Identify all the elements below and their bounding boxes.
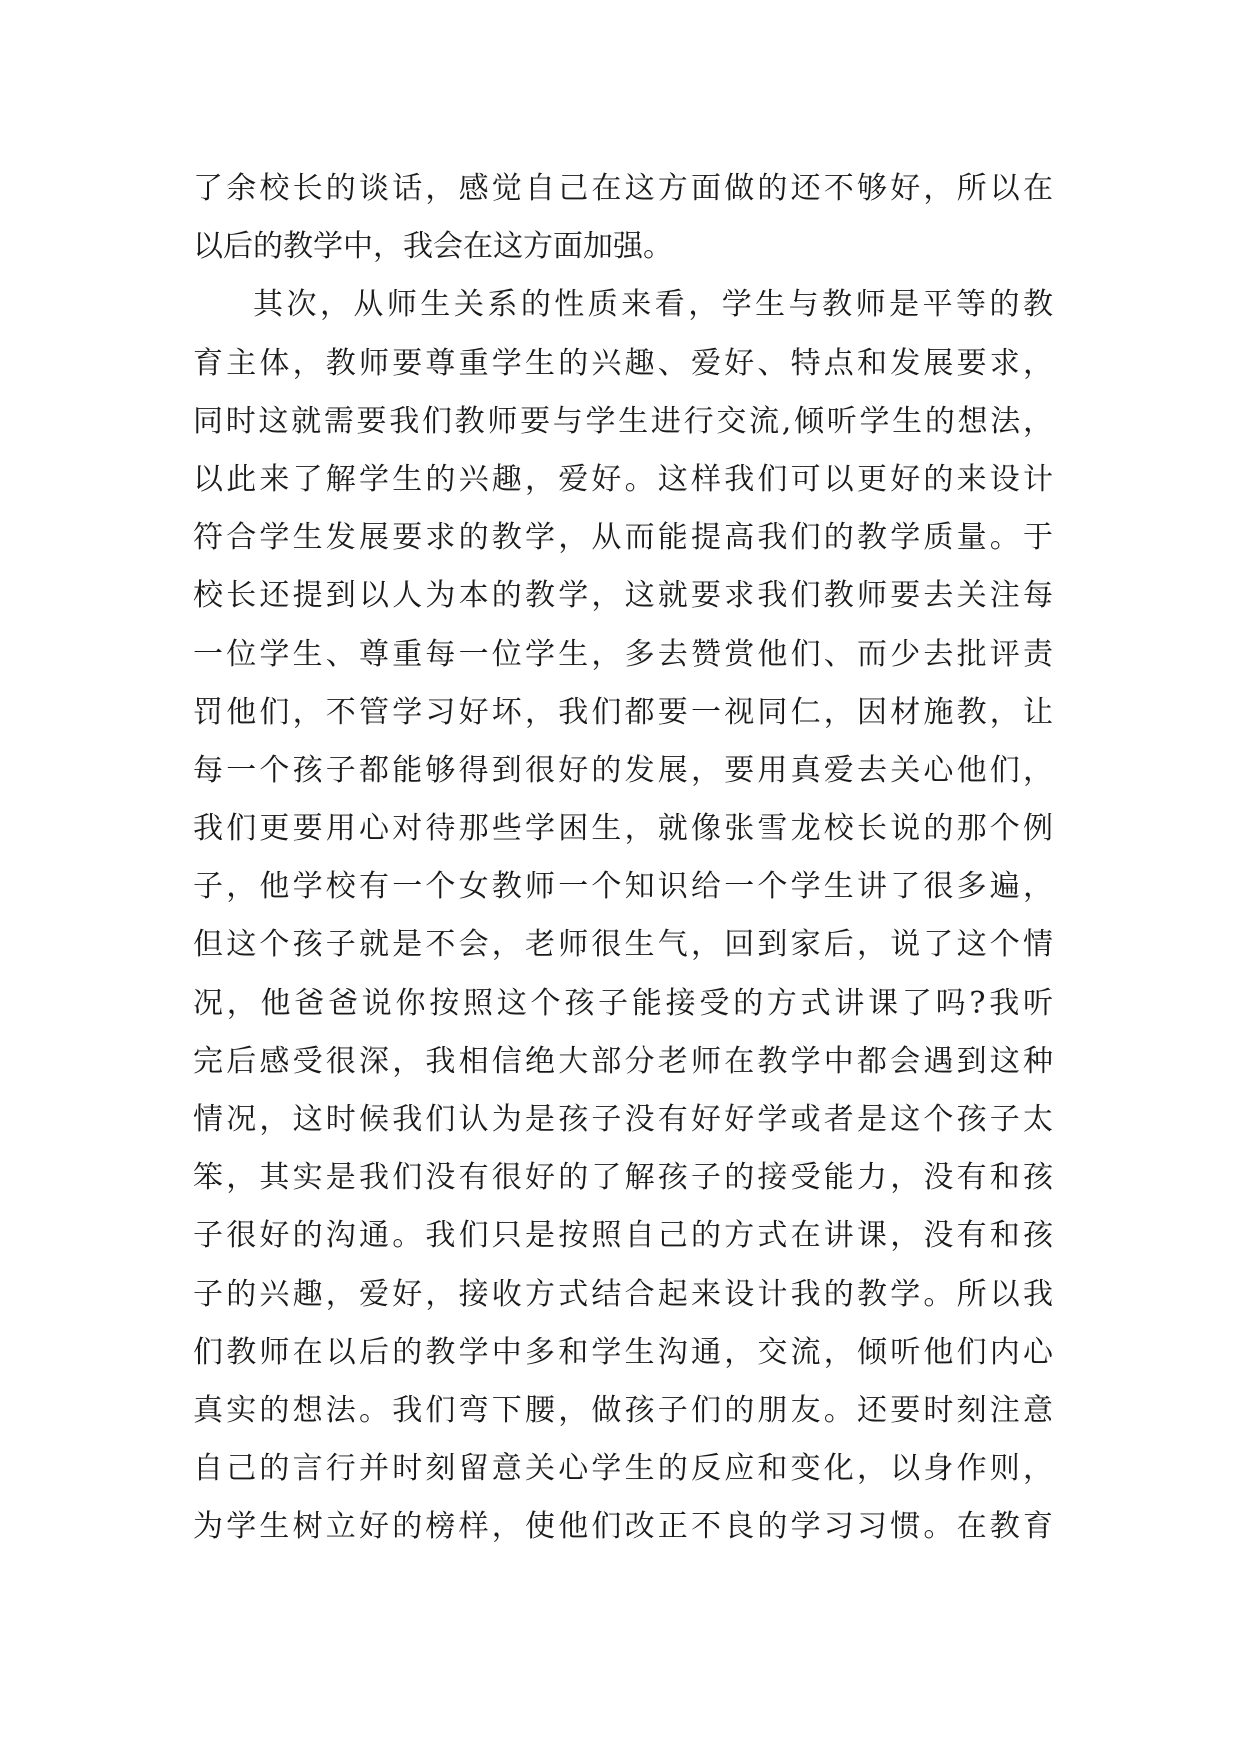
text-line: 自己的言行并时刻留意关心学生的反应和变化，以身作则，: [193, 1451, 1053, 1487]
text-line: 子的兴趣，爱好，接收方式结合起来设计我的教学。所以我: [193, 1276, 1053, 1312]
text-line: 一位学生、尊重每一位学生，多去赞赏他们、而少去批评责: [193, 636, 1053, 672]
text-line: 完后感受很深，我相信绝大部分老师在教学中都会遇到这种: [193, 1043, 1053, 1079]
text-line: 我们更要用心对待那些学困生，就像张雪龙校长说的那个例: [193, 811, 1053, 847]
text-line: 了余校长的谈话，感觉自己在这方面做的还不够好，所以在: [193, 171, 1053, 206]
text-line: 校长还提到以人为本的教学，这就要求我们教师要去关注每: [193, 578, 1053, 614]
text-line: 罚他们，不管学习好坏，我们都要一视同仁，因材施教，让: [193, 694, 1053, 730]
body-text: [193, 160, 1053, 1557]
text-line: 为学生树立好的榜样，使他们改正不良的学习习惯。在教育: [193, 1509, 1053, 1545]
text-line: 以后的教学中，我会在这方面加强。: [193, 229, 673, 265]
text-line: 况，他爸爸说你按照这个孩子能接受的方式讲课了吗?我听: [193, 985, 1053, 1021]
text-line: 子，他学校有一个女教师一个知识给一个学生讲了很多遍，: [193, 869, 1053, 905]
text-line: 其次，从师生关系的性质来看，学生与教师是平等的教: [253, 287, 1053, 323]
text-line: 育主体，教师要尊重学生的兴趣、爱好、特点和发展要求，: [193, 345, 1053, 381]
text-line: 以此来了解学生的兴趣，爱好。这样我们可以更好的来设计: [193, 461, 1053, 497]
text-line: 真实的想法。我们弯下腰，做孩子们的朋友。还要时刻注意: [193, 1392, 1053, 1428]
text-line: 但这个孩子就是不会，老师很生气，回到家后，说了这个情: [193, 927, 1053, 963]
text-line: 同时这就需要我们教师要与学生进行交流,倾听学生的想法，: [193, 403, 1053, 439]
text-line: 符合学生发展要求的教学，从而能提高我们的教学质量。于: [193, 520, 1053, 556]
text-line: 们教师在以后的教学中多和学生沟通，交流，倾听他们内心: [193, 1334, 1053, 1370]
text-line: 笨，其实是我们没有很好的了解孩子的接受能力，没有和孩: [193, 1160, 1053, 1196]
text-line: 每一个孩子都能够得到很好的发展，要用真爱去关心他们，: [193, 752, 1053, 788]
text-line: 情况，这时候我们认为是孩子没有好好学或者是这个孩子太: [193, 1102, 1053, 1137]
text-line: 子很好的沟通。我们只是按照自己的方式在讲课，没有和孩: [193, 1218, 1053, 1254]
